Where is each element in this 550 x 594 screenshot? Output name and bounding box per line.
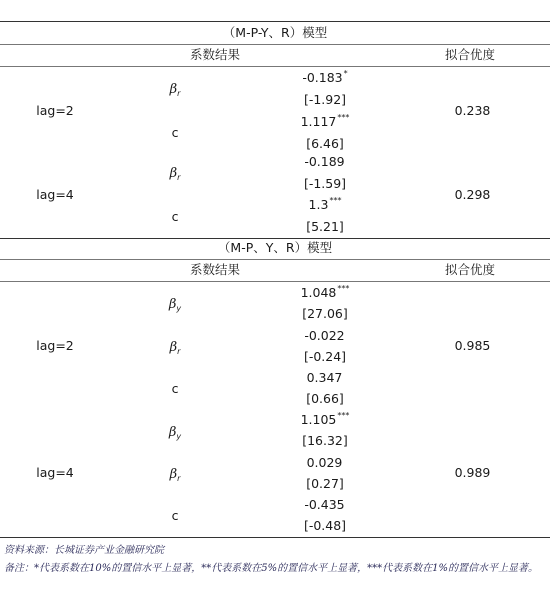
t-stat: [0.27] (306, 476, 344, 491)
t-stat: [27.06] (302, 306, 348, 321)
coef-value: 1.105*** (300, 411, 350, 427)
coef-value: -0.183* (302, 69, 348, 85)
var-name: c (171, 508, 179, 523)
lag-label: lag=4 (36, 187, 74, 202)
t-stat: [16.32] (302, 433, 348, 448)
t-stat: [-0.24] (303, 349, 347, 364)
var-name: $\beta_y$ (168, 425, 182, 441)
t-stat: [6.46] (306, 136, 344, 151)
lag-label: lag=4 (36, 465, 74, 480)
source-note: 资料来源：长城证券产业金融研究院 (4, 545, 164, 556)
table2-col-coef-header: 系数结果 (189, 262, 240, 277)
table2-title: （M-P、Y、R）模型 (217, 240, 333, 255)
t-stat: [0.66] (306, 391, 344, 406)
table1-col-fit-header: 拟合优度 (444, 47, 495, 62)
fit-value: 0.989 (454, 465, 491, 480)
footnote: 备注：*代表系数在10%的置信水平上显著，**代表系数在5%的置信水平上显著，***代表系数在1%的置信水平上显著。 (4, 563, 538, 574)
t-stat: [5.21] (306, 219, 344, 234)
coef-value: 0.347 (306, 370, 343, 385)
table1-col-coef-header: 系数结果 (189, 47, 240, 62)
coef-value: -0.435 (304, 497, 345, 512)
var-name: $\beta_r$ (169, 82, 181, 98)
coef-value: 1.048*** (300, 284, 350, 300)
coef-value: -0.189 (304, 154, 345, 169)
t-stat: [-1.59] (303, 176, 347, 191)
rule (0, 281, 550, 282)
fit-value: 0.985 (454, 338, 491, 353)
var-name: $\beta_r$ (169, 166, 181, 182)
rule (0, 66, 550, 67)
table2-col-fit-header: 拟合优度 (444, 262, 495, 277)
var-name: $\beta_r$ (169, 340, 181, 356)
var-name: c (171, 381, 179, 396)
var-name: $\beta_y$ (168, 297, 182, 313)
t-stat: [-1.92] (303, 92, 347, 107)
var-name: c (171, 125, 179, 140)
coef-value: -0.022 (304, 328, 345, 343)
coef-value: 1.3*** (308, 196, 342, 212)
var-name: c (171, 209, 179, 224)
lag-label: lag=2 (36, 103, 74, 118)
var-name: $\beta_r$ (169, 467, 181, 483)
coef-value: 0.029 (306, 455, 343, 470)
table1-title: （M-P-Y、R）模型 (222, 25, 328, 40)
rule (0, 537, 550, 538)
lag-label: lag=2 (36, 338, 74, 353)
fit-value: 0.238 (454, 103, 491, 118)
t-stat: [-0.48] (303, 518, 347, 533)
coef-value: 1.117*** (300, 113, 350, 129)
fit-value: 0.298 (454, 187, 491, 202)
